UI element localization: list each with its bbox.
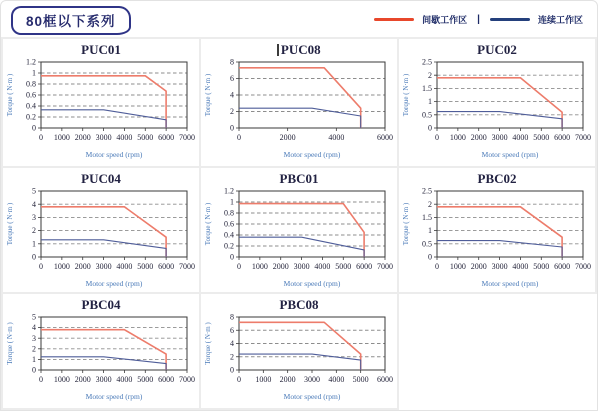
chart-title (201, 297, 397, 312)
x-axis-label: Motor speed (rpm) (481, 279, 539, 288)
svg-text:1: 1 (32, 239, 36, 249)
svg-text:0: 0 (39, 375, 43, 384)
svg-text:0: 0 (230, 252, 234, 262)
svg-text:5000: 5000 (533, 262, 550, 271)
svg-text:0.2: 0.2 (224, 241, 234, 251)
svg-text:3: 3 (32, 333, 36, 343)
svg-text:6000: 6000 (158, 133, 175, 142)
x-axis-label: Motor speed (rpm) (481, 150, 539, 159)
svg-text:2000: 2000 (279, 375, 296, 384)
legend-label-continuous: 连续工作区 (537, 15, 583, 25)
legend (374, 13, 583, 26)
chart-cell-PBC08 (201, 294, 399, 410)
svg-text:5: 5 (32, 312, 36, 322)
svg-text:6000: 6000 (377, 375, 393, 384)
svg-text:0: 0 (39, 133, 43, 142)
svg-text:1000: 1000 (53, 133, 70, 142)
intermittent-curve (41, 207, 166, 257)
svg-text:3000: 3000 (304, 375, 320, 384)
intermittent-curve (41, 330, 166, 370)
svg-text:5: 5 (32, 186, 36, 196)
svg-text:3000: 3000 (95, 375, 112, 384)
chart-grid (1, 37, 597, 410)
chart-title (399, 171, 595, 186)
chart-title (399, 42, 595, 57)
svg-text:6000: 6000 (356, 262, 373, 271)
svg-text:5000: 5000 (335, 262, 352, 271)
svg-text:7000: 7000 (377, 262, 393, 271)
svg-text:0: 0 (428, 123, 432, 133)
svg-text:2000: 2000 (74, 133, 91, 142)
svg-text:3000: 3000 (491, 133, 508, 142)
svg-text:3000: 3000 (95, 262, 112, 271)
svg-text:5000: 5000 (137, 133, 154, 142)
svg-text:2000: 2000 (272, 262, 289, 271)
svg-text:0.6: 0.6 (26, 90, 36, 100)
chart-title (3, 171, 199, 186)
svg-text:2000: 2000 (279, 133, 296, 142)
svg-text:0.4: 0.4 (26, 101, 36, 111)
intermittent-curve (239, 204, 364, 257)
svg-text:8: 8 (230, 312, 234, 322)
chart-title-text: PUC04 (81, 171, 121, 186)
svg-text:5000: 5000 (533, 133, 550, 142)
svg-text:0.5: 0.5 (422, 239, 432, 249)
svg-text:0.5: 0.5 (422, 110, 432, 120)
x-axis-label: Motor speed (rpm) (283, 392, 341, 401)
header (1, 1, 597, 37)
y-axis-label: Torque ( N·m ) (6, 322, 14, 365)
intermittent-curve (239, 322, 361, 370)
y-axis-label: Torque ( N·m ) (402, 73, 410, 117)
svg-text:2: 2 (32, 344, 36, 354)
y-axis-label: Torque ( N·m ) (204, 202, 212, 246)
chart-cell-PUC02 (399, 39, 597, 168)
svg-text:0: 0 (32, 365, 36, 375)
svg-text:5000: 5000 (137, 375, 154, 384)
chart-cell-PBC02 (399, 168, 597, 294)
svg-text:3000: 3000 (293, 262, 310, 271)
chart-title (3, 297, 199, 312)
svg-text:7000: 7000 (179, 262, 195, 271)
svg-text:2000: 2000 (470, 133, 487, 142)
chart-title-text: PBC02 (477, 171, 517, 186)
chart-title-text: PUC08 (280, 42, 321, 57)
chart-title (201, 42, 397, 57)
empty-cell (399, 294, 597, 410)
svg-text:6000: 6000 (158, 375, 175, 384)
svg-text:0: 0 (237, 262, 241, 271)
svg-text:0: 0 (237, 375, 241, 384)
svg-text:0: 0 (435, 262, 439, 271)
continuous-curve (239, 237, 364, 257)
chart-cell-PUC01 (3, 39, 201, 168)
svg-text:2: 2 (230, 352, 234, 362)
chart-plot-PBC02 (399, 186, 595, 289)
y-axis-label: Torque ( N·m ) (402, 202, 410, 246)
svg-text:4: 4 (230, 90, 234, 100)
chart-title (201, 171, 397, 186)
svg-text:4: 4 (230, 339, 234, 349)
continuous-curve (437, 112, 562, 128)
svg-text:4000: 4000 (314, 262, 331, 271)
svg-text:0: 0 (230, 365, 234, 375)
chart-plot-PUC08 (201, 57, 397, 160)
y-axis-label: Torque ( N·m ) (6, 202, 14, 246)
svg-text:4000: 4000 (512, 262, 529, 271)
svg-text:4: 4 (32, 323, 36, 333)
svg-text:0: 0 (237, 133, 241, 142)
svg-text:7000: 7000 (575, 133, 591, 142)
svg-text:6000: 6000 (554, 262, 571, 271)
svg-text:0.8: 0.8 (26, 79, 36, 89)
svg-text:2.5: 2.5 (422, 57, 432, 67)
continuous-curve (41, 357, 166, 370)
chart-title-text: PBC08 (279, 297, 319, 312)
intermittent-curve (437, 207, 562, 257)
svg-text:0: 0 (32, 123, 36, 133)
svg-text:1000: 1000 (53, 375, 70, 384)
chart-cell-PBC04 (3, 294, 201, 410)
svg-text:3: 3 (32, 213, 36, 222)
chart-cell-PUC08 (201, 39, 399, 168)
chart-plot-PBC08 (201, 312, 397, 402)
svg-text:2.5: 2.5 (422, 186, 432, 196)
svg-text:0: 0 (230, 123, 234, 133)
chart-title (3, 42, 199, 57)
svg-text:4: 4 (32, 199, 36, 209)
svg-text:7000: 7000 (179, 133, 195, 142)
x-axis-label: Motor speed (rpm) (85, 392, 143, 401)
svg-text:6: 6 (230, 74, 234, 84)
chart-title-text: PUC01 (81, 42, 121, 57)
svg-text:2: 2 (428, 70, 432, 80)
x-axis-label: Motor speed (rpm) (283, 279, 341, 288)
svg-text:1: 1 (32, 355, 36, 364)
svg-text:4000: 4000 (512, 133, 529, 142)
svg-text:1.2: 1.2 (26, 57, 36, 67)
svg-text:6: 6 (230, 325, 234, 335)
y-axis-label: Torque ( N·m ) (204, 322, 212, 365)
chart-plot-PUC02 (399, 57, 595, 160)
y-axis-label: Torque ( N·m ) (204, 73, 212, 117)
svg-text:2: 2 (428, 199, 432, 209)
svg-text:7000: 7000 (179, 375, 195, 384)
x-axis-label: Motor speed (rpm) (85, 279, 143, 288)
svg-text:1.2: 1.2 (224, 186, 234, 196)
svg-text:0.4: 0.4 (224, 230, 234, 240)
chart-plot-PBC01 (201, 186, 397, 289)
svg-text:0: 0 (435, 133, 439, 142)
svg-text:3000: 3000 (95, 133, 112, 142)
svg-text:1: 1 (230, 197, 234, 207)
svg-text:0.6: 0.6 (224, 219, 234, 229)
y-axis-label: Torque ( N·m ) (6, 73, 14, 117)
series-title-badge: 80框以下系列 (11, 6, 131, 35)
svg-text:0.2: 0.2 (26, 112, 36, 122)
svg-text:0: 0 (39, 262, 43, 271)
legend-red-line-icon (374, 18, 414, 21)
svg-text:4000: 4000 (328, 375, 345, 384)
svg-text:1: 1 (428, 226, 432, 236)
svg-text:4000: 4000 (328, 133, 345, 142)
chart-plot-PUC01 (3, 57, 199, 160)
svg-text:6000: 6000 (554, 133, 571, 142)
svg-text:1000: 1000 (449, 133, 466, 142)
svg-text:4000: 4000 (116, 133, 133, 142)
svg-text:1.5: 1.5 (422, 84, 432, 93)
chart-title-text: PBC04 (81, 297, 121, 312)
chart-title-text: PBC01 (279, 171, 319, 186)
svg-text:5000: 5000 (137, 262, 154, 271)
chart-plot-PUC04 (3, 186, 199, 289)
svg-text:4000: 4000 (116, 262, 133, 271)
chart-cell-PBC01 (201, 168, 399, 294)
chart-title-text: PUC02 (477, 42, 517, 57)
continuous-curve (437, 241, 562, 257)
chart-cell-PUC04 (3, 168, 201, 294)
svg-text:2000: 2000 (470, 262, 487, 271)
text-cursor (277, 44, 279, 56)
intermittent-curve (437, 78, 562, 128)
svg-text:3000: 3000 (491, 262, 508, 271)
svg-text:0.8: 0.8 (224, 208, 234, 218)
continuous-curve (41, 110, 166, 128)
svg-text:5000: 5000 (352, 375, 369, 384)
svg-text:2: 2 (32, 226, 36, 236)
x-axis-label: Motor speed (rpm) (85, 150, 143, 159)
svg-text:6000: 6000 (158, 262, 175, 271)
svg-text:1000: 1000 (449, 262, 466, 271)
svg-text:0: 0 (32, 252, 36, 262)
svg-text:4000: 4000 (116, 375, 133, 384)
legend-separator: | (477, 14, 480, 25)
svg-text:1000: 1000 (251, 262, 268, 271)
svg-text:2000: 2000 (74, 262, 91, 271)
svg-text:8: 8 (230, 57, 234, 67)
svg-text:7000: 7000 (575, 262, 591, 271)
svg-text:6000: 6000 (377, 133, 393, 142)
svg-text:2000: 2000 (74, 375, 91, 384)
x-axis-label: Motor speed (rpm) (283, 150, 341, 159)
svg-text:1000: 1000 (255, 375, 272, 384)
svg-text:1: 1 (428, 97, 432, 107)
svg-text:2: 2 (230, 107, 234, 117)
svg-text:0: 0 (428, 252, 432, 262)
legend-label-intermittent: 间歇工作区 (422, 15, 468, 25)
legend-blue-line-icon (490, 18, 530, 21)
svg-text:1.5: 1.5 (422, 213, 432, 222)
svg-text:1000: 1000 (53, 262, 70, 271)
continuous-curve (41, 240, 166, 257)
chart-plot-PBC04 (3, 312, 199, 402)
intermittent-curve (239, 68, 361, 128)
svg-text:1: 1 (32, 68, 36, 78)
